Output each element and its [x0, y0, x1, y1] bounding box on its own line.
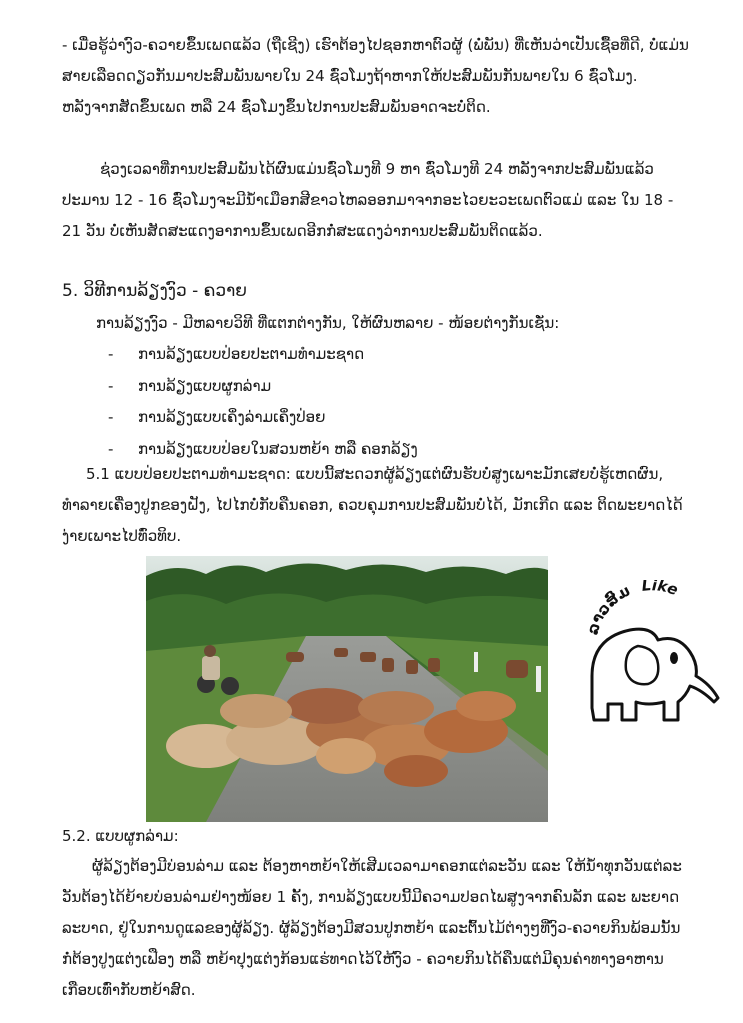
- cattle-on-road-photo: [146, 556, 548, 822]
- list-item-text: ການລ້ຽງແບບປ່ອຍໃນສວນຫຍ້າ ຫລື ຄອກລ້ຽງ: [138, 439, 418, 458]
- logo-text-latin: Like: [640, 580, 681, 600]
- section-intro: ການລ້ຽງງົວ - ມີຫລາຍວິທີ ທີ່ແຕກຕ່າງກັນ, ໃຫ້ຜົນຫລາຍ - ໜ້ອຍຕ່າງກັນເຊັ່ນ:: [96, 314, 560, 332]
- list-item: [108, 339, 418, 371]
- list-item: [108, 402, 418, 434]
- elephant-icon: [578, 580, 723, 730]
- lao-like-elephant-logo: [578, 580, 723, 730]
- list-item-text: ການລ້ຽງແບບເຄິ່ງລ່າມເຄິ່ງປ່ອຍ: [138, 408, 326, 426]
- bullet-dash: -: [108, 439, 114, 458]
- bullet-dash: -: [108, 376, 114, 395]
- methods-list: [108, 339, 418, 465]
- paragraph-mating-timing: - ເມື່ອຮູ້ວ່າງົວ-ຄວາຍຂຶ້ນເພດແລ້ວ (ຖືເຊີງ) ເຮົາຕ້ອງໄປຊອກຫາຕົວຜູ້ (ພໍ່ພັນ) ທີ່ເຫັນວ່າເປັນເຊື້ອທີ່ດີ, ບໍ່ແມ່ນສາຍເລືອດດຽວກັນມາປະສົມພັນພາຍໃນ 24 ຊົ່ວໂມງຖ້າຫາກໃຫ້ປະສົມພັນກັນພາຍໃນ 6 ຊົ່ວໂມງ. ຫລັງຈາກສັດຂຶ້ນເພດ ຫລື 24 ຊົ່ວໂມງຂຶ້ນໄປການປະສົມພັນອາດຈະບໍ່ຕິດ.: [62, 36, 689, 116]
- paragraph-free-range: 5.1 ແບບປ່ອຍປະຕາມທຳມະຊາດ: ແບບນີ້ສະດວກຜູ້ລ້ຽງແຕ່ຜົນຮັບບໍ່ສູງເພາະມັກເສຍບໍ່ຮູ້ເຫດຜົນ, ທຳລາຍເຄື່ອງປູກຂອງຝັງ, ໄປໄກບໍ່ກັບຄືນຄອກ, ຄວບຄຸມການປະສົມພັນບໍ່ໄດ້, ມັກເກີດ ແລະ ຕິດພະຍາດໄດ້ງ່າຍເພາະໄປທົ່ວທິບ.: [62, 465, 683, 545]
- bullet-dash: -: [108, 345, 114, 363]
- logo-text-lao: ລາວສົມ: [583, 581, 634, 637]
- paragraph-tethered: ຜູ້ລ້ຽງຕ້ອງມີບ່ອນລ່າມ ແລະ ຕ້ອງຫາຫຍ້າໃຫ້ເສີມເວລາມາຄອກແຕ່ລະວັນ ແລະ ໃຫ້ນ້ຳທຸກວັນແຕ່ລະວັນຕ້ອງໄດ້ຍ້າຍບ່ອນລ່າມຢ່າງໜ້ອຍ 1 ຄັ້ງ, ການລ້ຽງແບບນີ້ມີຄວາມປອດໄພສູງຈາກຄົນລັກ ແລະ ພະຍາດລະບາດ, ຢູ່ໃນການດູແລຂອງຜູ້ລ້ຽງ. ຜູ້ລ້ຽງຕ້ອງມີສວນປູກຫຍ້າ ແລະຕົ້ນໄມ້ຕ່າງໆທີ່ງົວ-ຄວາຍກິນພ້ອມນັ້ນກໍ່ຕ້ອງປູງແຕ່ງເຟືອງ ຫລື ຫຍ້າປຸງແຕ່ງກ້ອນແຮ່ທາດໄວ້ໃຫ້ງົວ - ຄວາຍກິນໄດ້ຄືນແຕ່ມີຄຸນຄ່າທາງອາຫານເກືອບເທົ່າກັບຫຍ້າສົດ.: [62, 857, 682, 999]
- bullet-dash: -: [108, 408, 114, 426]
- paragraph-mating-window: ຊ່ວງເວລາທີ່ການປະສົມພັນໄດ້ຜົນແມ່ນຊົ່ວໂມງທີ 9 ຫາ ຊົ່ວໂມງທີ 24 ຫລັງຈາກປະສົມພັນແລ້ວປະມານ 12 - 16 ຊົ່ວໂມງຈະມີນ້ຳເມືອກສີຂາວໄຫລອອກມາຈາກອະໄວຍະວະເພດຕົວແມ່ ແລະ ໃນ 18 - 21 ວັນ ບໍ່ເຫັນສັດສະແດງອາການຂຶ້ນເພດອີກກໍ່ສະແດງວ່າການປະສົມພັນຕິດແລ້ວ.: [62, 160, 674, 240]
- list-item: [108, 371, 418, 403]
- subsection-heading-tethered: 5.2. ແບບຜູກລ່າມ:: [62, 827, 179, 845]
- list-item-text: ການລ້ຽງແບບຜູກລ່າມ: [138, 376, 272, 395]
- section-heading-raising-methods: 5. ວິທີການລ້ຽງງົວ - ຄວາຍ: [62, 281, 247, 301]
- list-item-text: ການລ້ຽງແບບປ່ອຍປະຕາມທຳມະຊາດ: [138, 345, 365, 363]
